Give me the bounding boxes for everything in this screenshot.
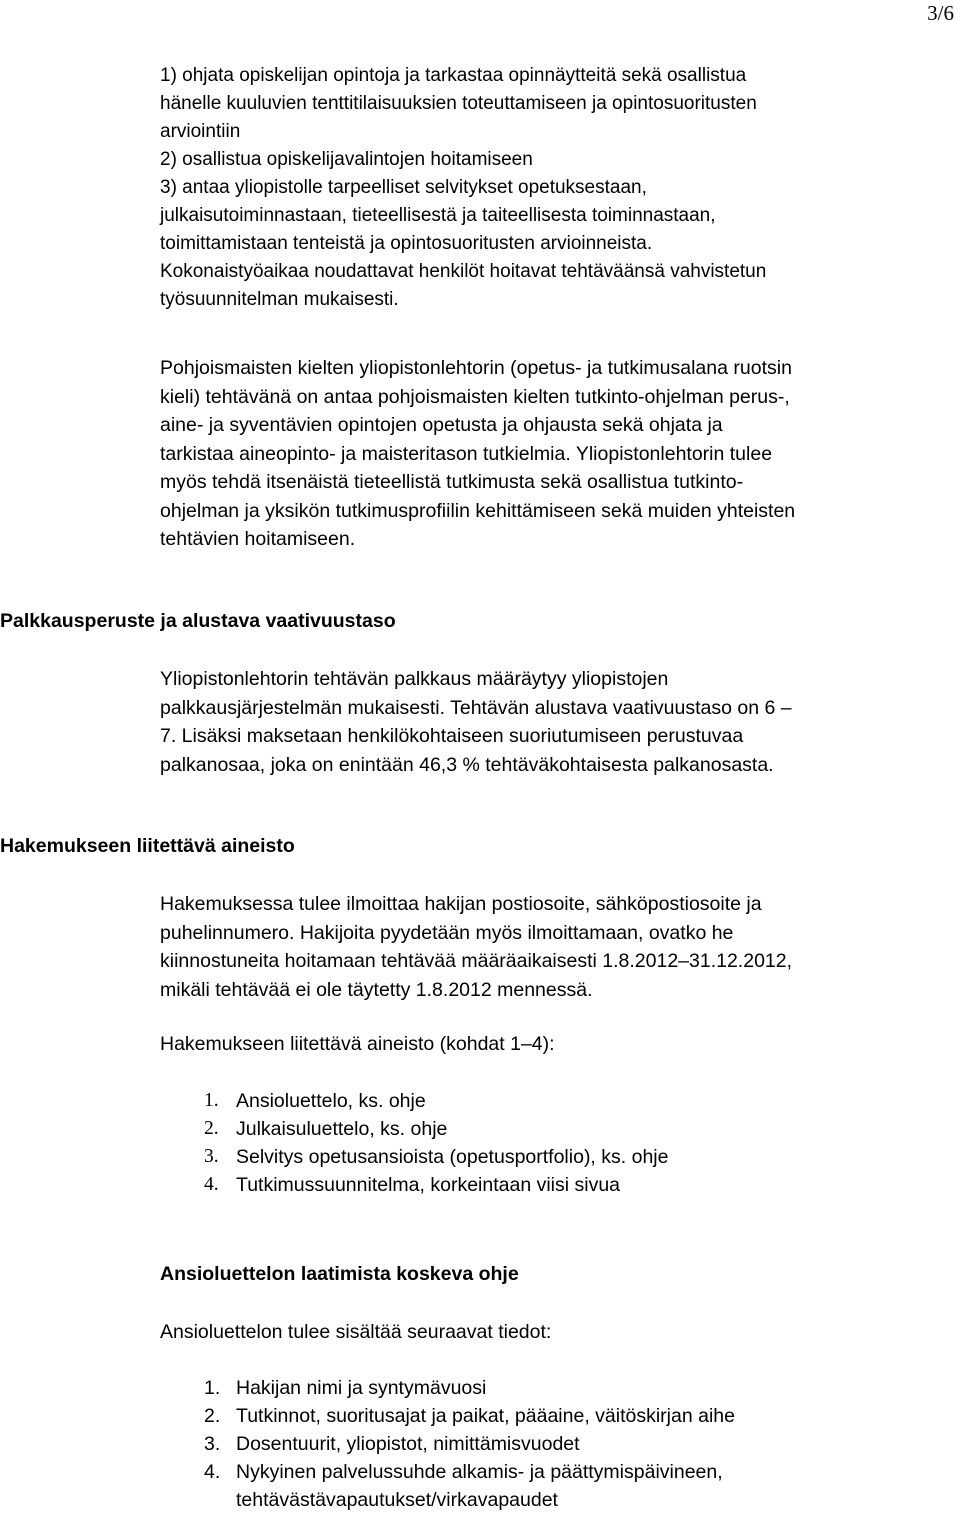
heading-cv: Ansioluettelon laatimista koskeva ohje [160, 1263, 519, 1285]
list-item-number: 1. [204, 1090, 219, 1111]
list-item-text: Ansioluettelo, ks. ohje [236, 1090, 426, 1112]
text-line: tehtävien hoitamiseen. [160, 528, 356, 550]
text-line: aine- ja syventävien opintojen opetusta ja ohjausta sekä ohjata ja [160, 414, 723, 436]
list-item-text: Tutkinnot, suoritusajat ja paikat, pääaine, väitöskirjan aihe [236, 1405, 735, 1427]
list-item-number: 4. [204, 1174, 219, 1195]
list-item-number: 4. [204, 1461, 221, 1483]
text-line: 1) ohjata opiskelijan opintoja ja tarkastaa opinnäytteitä sekä osallistua [160, 65, 747, 86]
text-line: mikäli tehtävää ei ole täytetty 1.8.2012 mennessä. [160, 978, 593, 1001]
text-line: Yliopistonlehtorin tehtävän palkkaus määräytyy yliopistojen [160, 668, 669, 690]
text-line: ohjelman ja yksikön tutkimusprofiilin kehittämiseen sekä muiden yhteisten [160, 499, 796, 522]
list-item-text: Hakijan nimi ja syntymävuosi [236, 1377, 487, 1399]
text-line: julkaisutoiminnastaan, tieteellisestä ja taiteellisesta toiminnastaan, [160, 205, 716, 226]
list-item-number: 2. [204, 1118, 219, 1139]
list-item-text-continuation: tehtävästävapautukset/virkavapaudet [236, 1489, 558, 1511]
list-item-text: Julkaisuluettelo, ks. ohje [236, 1118, 448, 1140]
text-line: kiinnostuneita hoitamaan tehtävää määräaikaisesti 1.8.2012–31.12.2012, [160, 950, 793, 972]
list-item-text: Tutkimussuunnitelma, korkeintaan viisi sivua [236, 1174, 621, 1196]
list-item-number: 3. [204, 1146, 219, 1167]
text-line: 7. Lisäksi maksetaan henkilökohtaiseen suoriutumiseen perustuvaa [160, 725, 744, 747]
list-item-text: Selvitys opetusansioista (opetusportfolio), ks. ohje [236, 1146, 669, 1168]
text-line: 2) osallistua opiskelijavalintojen hoitamiseen [160, 149, 533, 170]
text-line: palkkausjärjestelmän mukaisesti. Tehtävän alustava vaativuustaso on 6 – [160, 696, 792, 719]
text-line: Hakemuksessa tulee ilmoittaa hakijan postiosoite, sähköpostiosoite ja [160, 893, 762, 915]
heading-salary: Palkkausperuste ja alustava vaativuustaso [0, 610, 396, 632]
text-line: kieli) tehtävänä on antaa pohjoismaisten kielten tutkinto-ohjelman perus-, [160, 385, 790, 408]
text-line: Pohjoismaisten kielten yliopistonlehtorin (opetus- ja tutkimusalana ruotsin [160, 357, 792, 379]
text-line: myös tehdä itsenäistä tieteellistä tutkimusta sekä osallistua tutkinto- [160, 471, 744, 493]
attachments-intro: Hakemukseen liitettävä aineisto (kohdat 1–4): [160, 1033, 555, 1055]
text-line: hänelle kuuluvien tenttitilaisuuksien toteuttamiseen ja opintosuoritusten [160, 93, 757, 114]
text-line: palkanosaa, joka on enintään 46,3 % tehtäväkohtaisesta palkanosasta. [160, 753, 774, 776]
text-line: toimittamistaan tenteistä ja opintosuoritusten arvioinneista. [160, 233, 653, 254]
list-item-number: 3. [204, 1433, 221, 1455]
page-number: 3/6 [927, 1, 954, 25]
heading-attachments: Hakemukseen liitettävä aineisto [0, 835, 295, 857]
text-line: arviointiin [160, 121, 241, 142]
text-line: työsuunnitelman mukaisesti. [160, 289, 399, 310]
text-line: Kokonaistyöaikaa noudattavat henkilöt hoitavat tehtäväänsä vahvistetun [160, 261, 767, 282]
text-line: 3) antaa yliopistolle tarpeelliset selvitykset opetuksestaan, [160, 177, 647, 198]
list-item-text: Dosentuurit, yliopistot, nimittämisvuodet [236, 1433, 580, 1455]
text-line: tarkistaa aineopinto- ja maisteritason tutkielmia. Yliopistonlehtorin tulee [160, 442, 773, 465]
list-item-text: Nykyinen palvelussuhde alkamis- ja päättymispäivineen, [236, 1461, 723, 1483]
list-item-number: 1. [204, 1377, 221, 1399]
cv-intro: Ansioluettelon tulee sisältää seuraavat tiedot: [160, 1321, 552, 1343]
list-item-number: 2. [204, 1405, 221, 1427]
text-line: puhelinnumero. Hakijoita pyydetään myös ilmoittamaan, ovatko he [160, 921, 734, 944]
